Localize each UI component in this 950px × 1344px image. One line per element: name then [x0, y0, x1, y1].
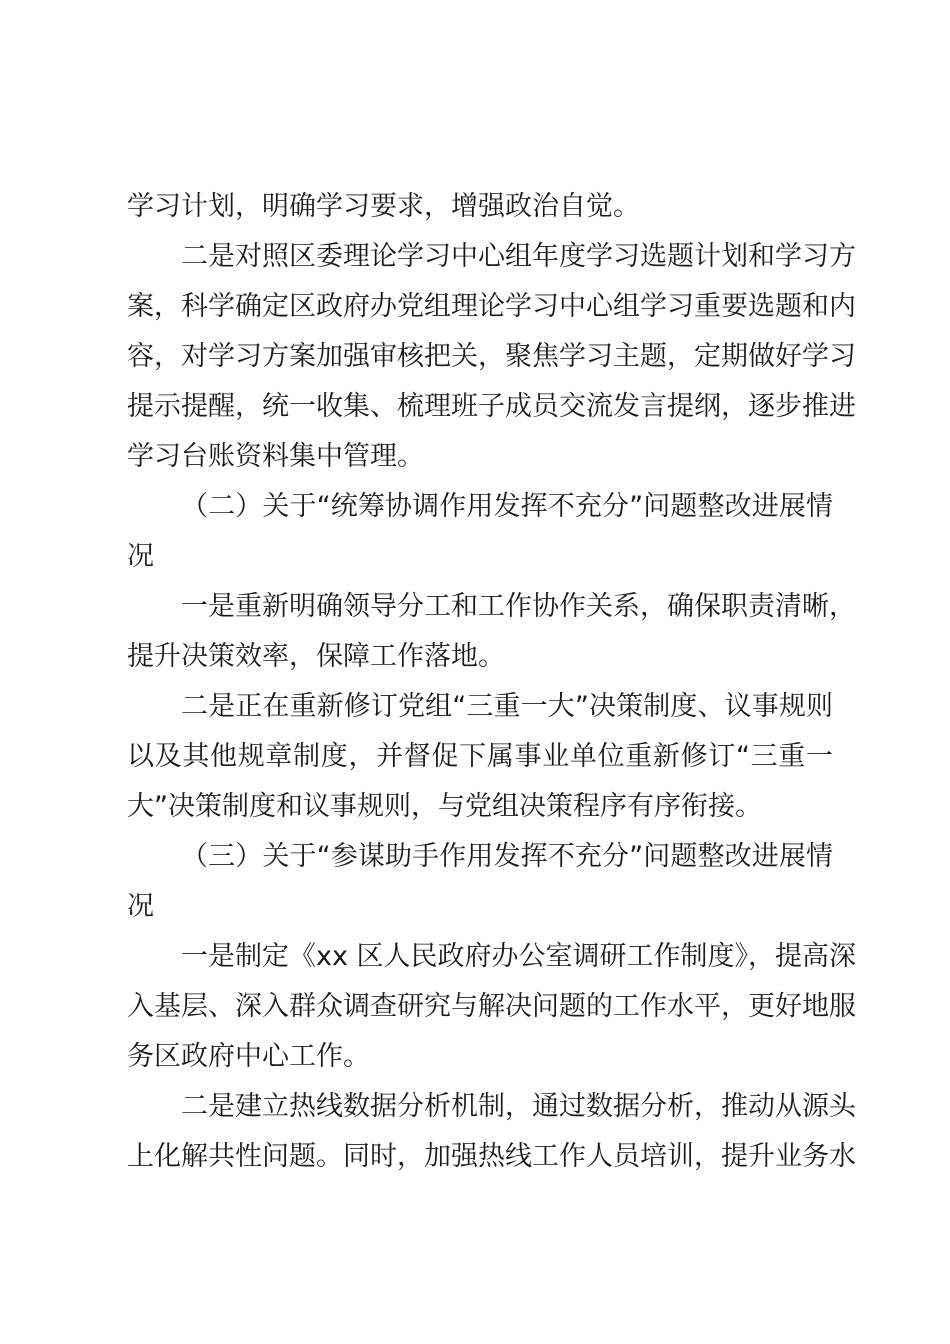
text-line: 大”决策制度和议事规则，与党组决策程序有序衔接。: [127, 791, 762, 822]
text-line: 以及其他规章制度，并督促下属事业单位重新修订“三重一: [127, 741, 833, 772]
text-line: 提升决策效率，保障工作落地。: [127, 641, 505, 672]
document-page: [127, 182, 857, 1182]
section-heading-3-cont: 况: [127, 891, 154, 922]
paragraph-start-line: 二是建立热线数据分析机制，通过数据分析，推动从源头: [181, 1091, 856, 1122]
section-heading-2: （二）关于“统筹协调作用发挥不充分”问题整改进展情: [181, 491, 833, 522]
text-line: 案，科学确定区政府办党组理论学习中心组学习重要选题和内: [127, 291, 856, 322]
paragraph-start-line: 一是重新明确领导分工和工作协作关系，确保职责清晰，: [181, 591, 856, 622]
paragraph-start-line: 二是对照区委理论学习中心组年度学习选题计划和学习方: [181, 241, 856, 272]
text-line: 学习计划，明确学习要求，增强政治自觉。: [127, 191, 640, 222]
text-line: 入基层、深入群众调查研究与解决问题的工作水平，更好地服: [127, 991, 856, 1022]
section-heading-2-cont: 况: [127, 541, 154, 572]
text-line: 学习台账资料集中管理。: [127, 441, 424, 472]
paragraph-start-line: 一是制定《xx 区人民政府办公室调研工作制度》，提高深: [181, 941, 857, 972]
text-line: 提示提醒，统一收集、梳理班子成员交流发言提纲，逐步推进: [127, 391, 856, 422]
text-line: 容，对学习方案加强审核把关，聚焦学习主题，定期做好学习: [127, 341, 856, 372]
text-line: 务区政府中心工作。: [127, 1041, 370, 1072]
section-heading-3: （三）关于“参谋助手作用发挥不充分”问题整改进展情: [181, 841, 833, 872]
text-line: 上化解共性问题。同时，加强热线工作人员培训，提升业务水: [127, 1141, 856, 1172]
paragraph-start-line: 二是正在重新修订党组“三重一大”决策制度、议事规则: [181, 691, 833, 722]
